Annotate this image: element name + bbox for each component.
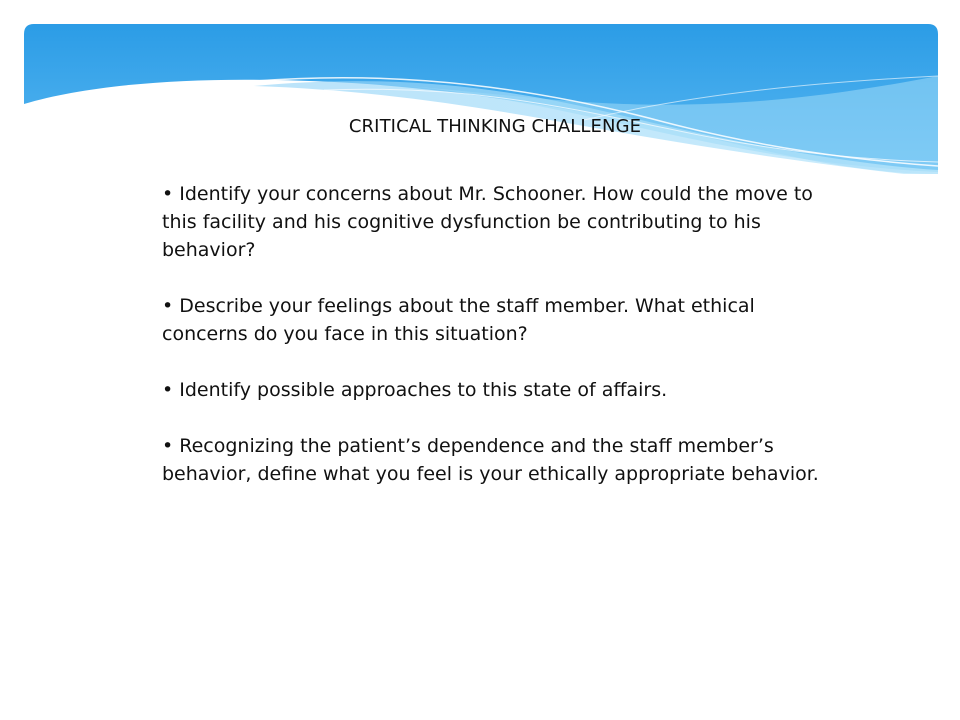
slide-title: CRITICAL THINKING CHALLENGE	[348, 116, 642, 137]
slide-content	[162, 112, 822, 516]
bullet-concerns: • Identify your concerns about Mr. Schooner. How could the move to this facility and his cognitive dysfunction be contributing to his behavior?	[162, 183, 813, 261]
bullet-approaches: • Identify possible approaches to this state of affairs.	[162, 379, 668, 401]
bullet-feelings: • Describe your feelings about the staff member. What ethical concerns do you face in this situation?	[162, 295, 755, 345]
bullet-appropriate-behavior: • Recognizing the patient’s dependence and the staff member’s behavior, define what you feel is your ethically appropriate behavior.	[162, 435, 819, 485]
